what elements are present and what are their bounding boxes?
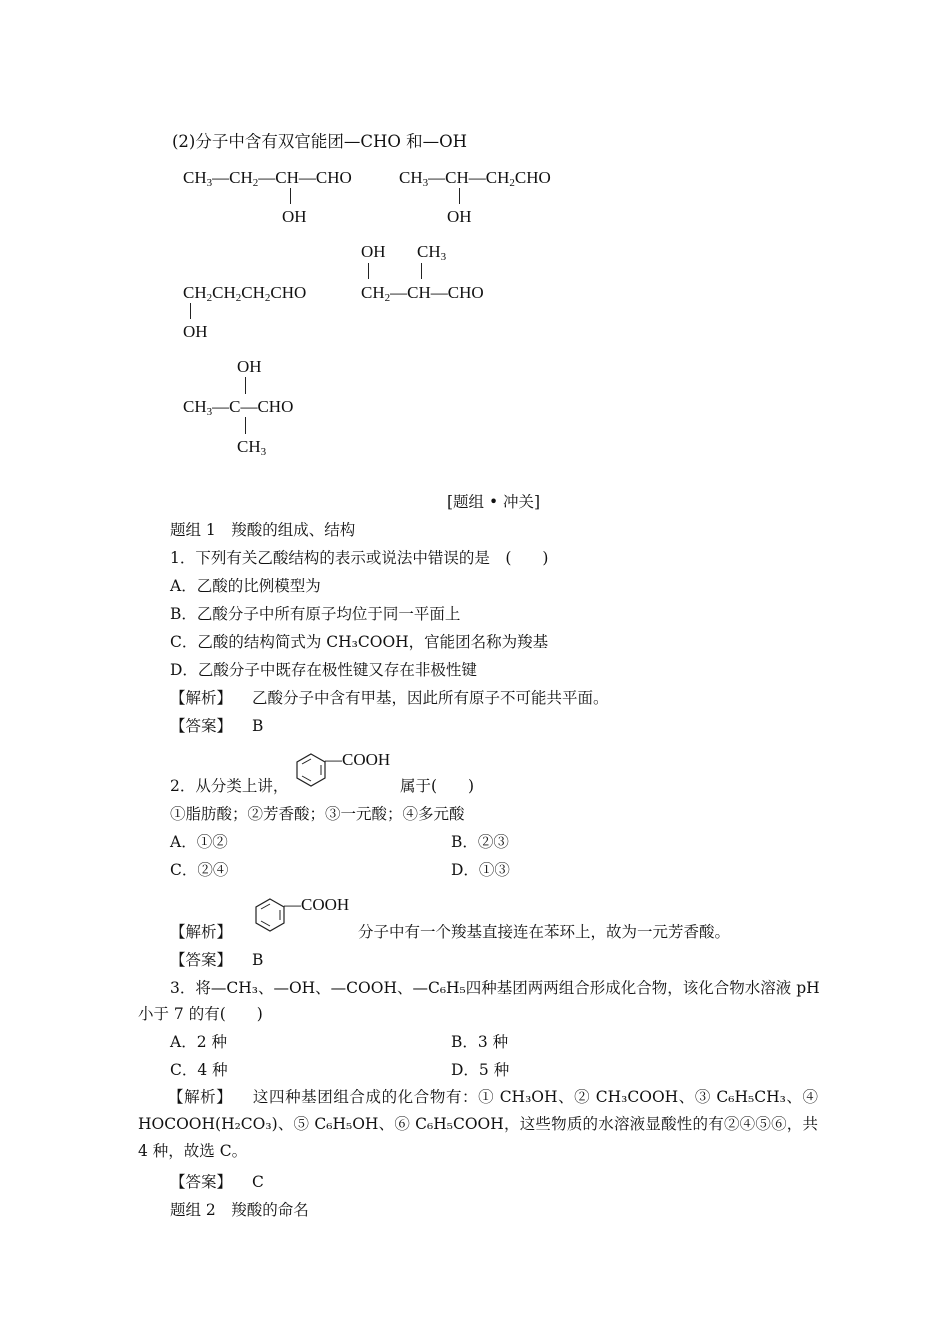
q1-option-d: D．乙酸分子中既存在极性键又存在非极性键 xyxy=(170,661,477,679)
q3-stem-line1: 3．将—CH₃、—OH、—COOH、—C₆H₅四种基团两两组合形成化合物，该化合物水溶液 pH xyxy=(170,979,820,997)
structure-2-sub: OH xyxy=(447,207,472,226)
structure-5-main: $CH_3—C—CHO$ xyxy=(183,397,294,418)
structure-4-top-oh: OH xyxy=(361,242,386,261)
structure-1-sub: OH xyxy=(282,207,307,226)
q2-stem-suffix: 属于( ) xyxy=(400,777,475,795)
q3-stem-line2: 小于 7 的有( ) xyxy=(138,1005,263,1023)
group2-title: 题组 2 羧酸的命名 xyxy=(170,1201,309,1219)
q3-option-b: B．3 种 xyxy=(451,1033,509,1051)
q2-option-c: C．②④ xyxy=(170,861,229,879)
q3-analysis xyxy=(138,1084,818,1165)
bond-line xyxy=(459,188,460,204)
q1-answer xyxy=(170,716,263,736)
group1-title: 题组 1 羧酸的组成、结构 xyxy=(170,521,356,539)
q1-stem: 1．下列有关乙酸结构的表示或说法中错误的是 ( ) xyxy=(170,549,549,567)
structure-5-bottom: $CH_3$ xyxy=(237,437,267,458)
q3-option-a: A．2 种 xyxy=(170,1033,227,1051)
q3-answer xyxy=(170,1172,264,1192)
structure-3-sub: OH xyxy=(183,322,208,341)
q2-analysis-text: 分子中有一个羧基直接连在苯环上，故为一元芳香酸。 xyxy=(358,923,731,941)
analysis-label: 【解析】 xyxy=(168,1088,233,1106)
q1-option-b: B．乙酸分子中所有原子均位于同一平面上 xyxy=(170,605,461,623)
q3-option-c: C．4 种 xyxy=(170,1061,228,1079)
q1-option-a: A．乙酸的比例模型为 xyxy=(170,577,321,595)
structure-3-main: $CH_2CH_2CH_2CHO$ xyxy=(183,283,307,304)
answer-value: C xyxy=(252,1173,264,1191)
q2-option-b: B．②③ xyxy=(451,833,509,851)
structure-5-top: OH xyxy=(237,357,262,376)
section-title: [题组 • 冲关] xyxy=(447,493,541,511)
q1-analysis xyxy=(170,688,609,708)
structure-4-top-ch3: $CH_3$ xyxy=(417,242,447,263)
structure-4-main: $CH_2—CH—CHO$ xyxy=(361,283,484,304)
section-heading: (2)分子中含有双官能团—CHO 和—OH xyxy=(172,132,468,151)
bond-line xyxy=(421,263,422,279)
q2-option-a: A．①② xyxy=(170,833,228,851)
answer-label: 【答案】 xyxy=(170,717,233,735)
q3-option-d: D．5 种 xyxy=(451,1061,510,1079)
answer-value: B xyxy=(252,717,264,735)
q1-option-c: C．乙酸的结构简式为 CH₃COOH，官能团名称为羧基 xyxy=(170,633,549,651)
answer-label: 【答案】 xyxy=(170,1173,233,1191)
bond-line xyxy=(245,377,246,394)
structure-1-main: $CH_3—CH_2—CH—CHO$ xyxy=(183,168,352,189)
q2-choices: ①脂肪酸；②芳香酸；③一元酸；④多元酸 xyxy=(170,805,465,823)
bond-line xyxy=(190,303,191,319)
analysis-text: 这四种基团组合成的化合物有：① CH₃OH、② CH₃COOH、③ C₆H₅CH₃、④ HOCOOH(H₂CO₃)、⑤ C₆H₅OH、⑥ C₆H₅COOH，这些物质的水溶液显酸性的有②④⑤⑥，共 4 种，故选 C。 xyxy=(138,1088,818,1160)
analysis-text: 乙酸分子中含有甲基，因此所有原子不可能共平面。 xyxy=(252,689,609,707)
answer-label: 【答案】 xyxy=(170,951,233,969)
q2-stem-prefix: 2．从分类上讲， xyxy=(170,777,289,795)
q2-answer xyxy=(170,950,263,970)
bond-line xyxy=(368,263,369,279)
bond-line xyxy=(245,417,246,434)
q2-option-d: D．①③ xyxy=(451,861,510,879)
answer-value: B xyxy=(252,951,264,969)
q2-analysis-benzene-group: —COOH xyxy=(284,895,350,914)
structure-2-main: $CH_3—CH—CH_2CHO$ xyxy=(399,168,551,189)
analysis-label: 【解析】 xyxy=(170,689,233,707)
q2-analysis-label: 【解析】 xyxy=(170,923,233,941)
q2-benzene-group: —COOH xyxy=(325,750,391,769)
bond-line xyxy=(290,188,291,204)
